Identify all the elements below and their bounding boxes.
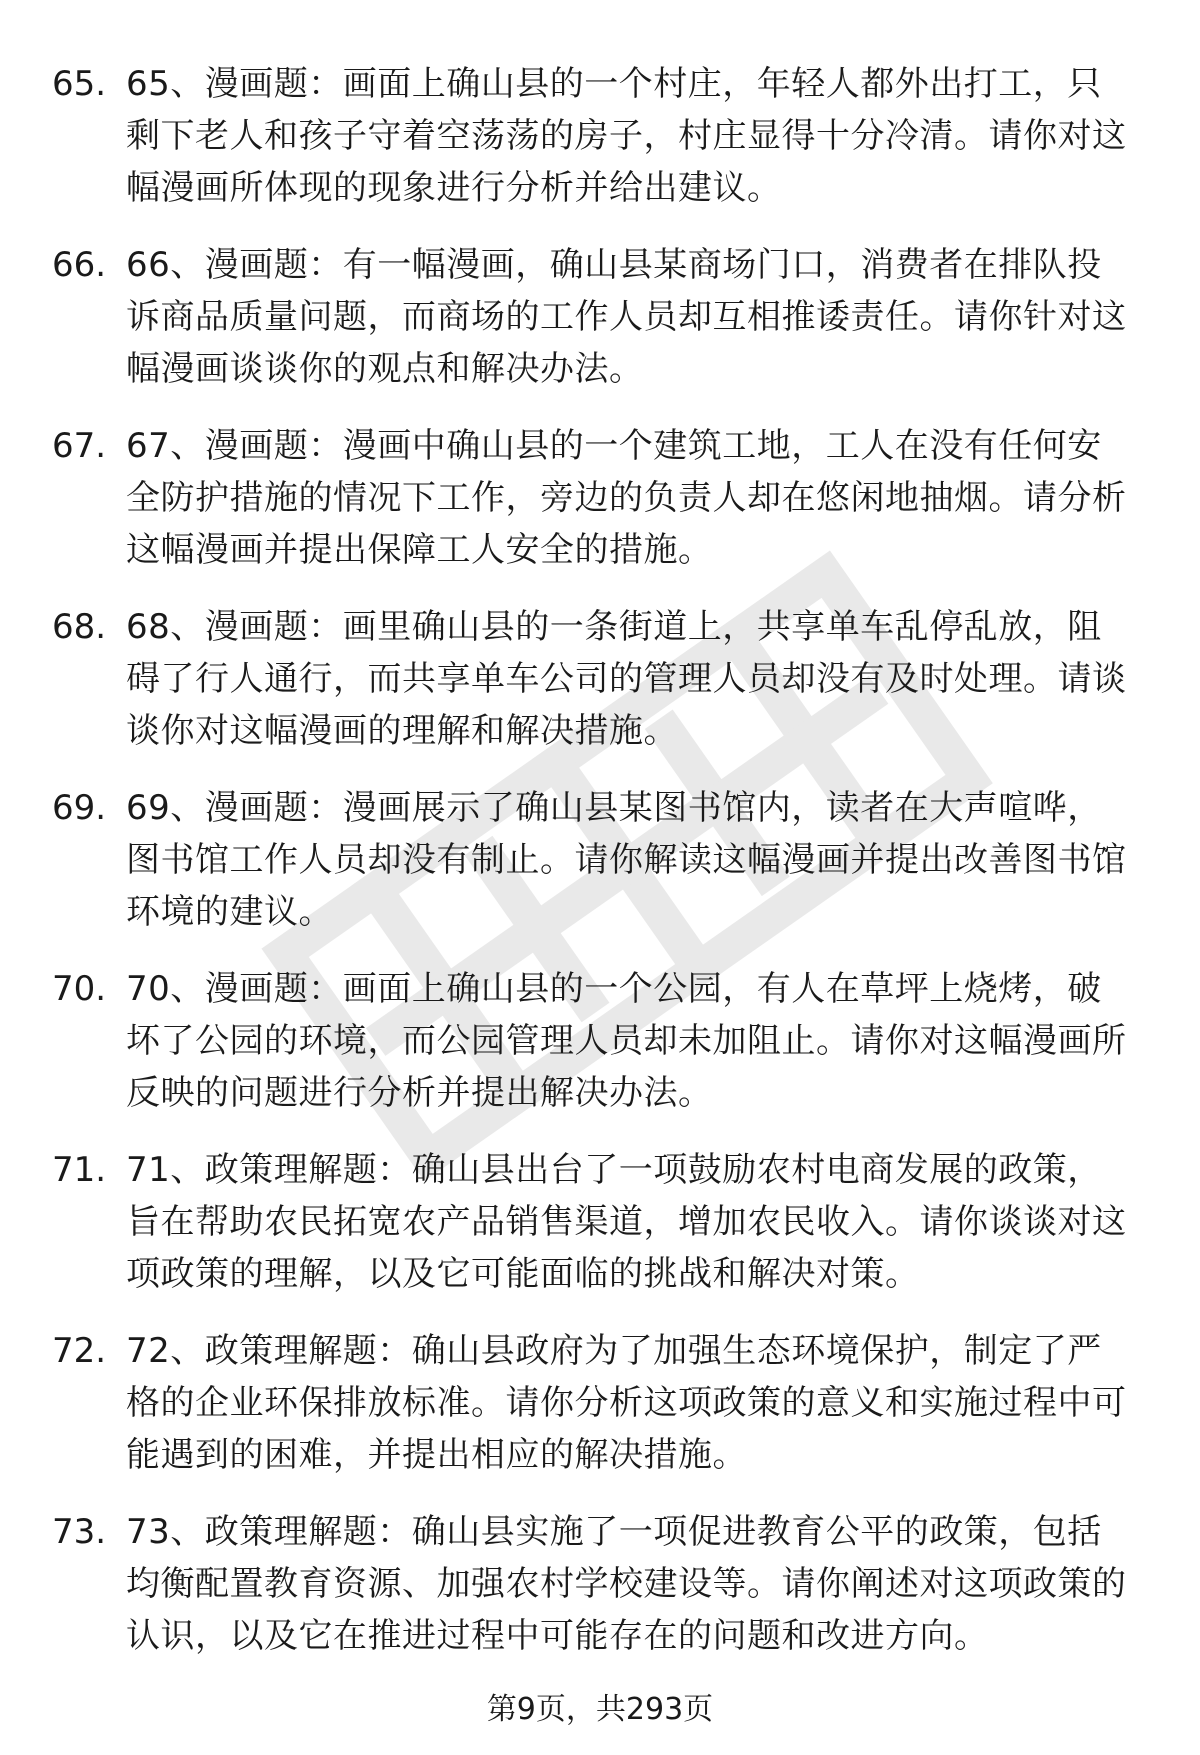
question-number: 73. xyxy=(52,1512,107,1552)
page-footer: 第9页，共293页 xyxy=(486,1692,714,1727)
question-text: 71、政策理解题：确山县出台了一项鼓励农村电商发展的政策，旨在帮助农民拓宽农产品销售渠道，增加农民收入。请你谈谈对这项政策的理解，以及它可能面临的挑战和解决对策。 xyxy=(126,1150,1127,1294)
question-text: 68、漫画题：画里确山县的一条街道上，共享单车乱停乱放，阻碍了行人通行，而共享单车公司的管理人员却没有及时处理。请谈谈你对这幅漫画的理解和解决措施。 xyxy=(126,607,1127,751)
question-list xyxy=(0,58,1200,1687)
question-item xyxy=(0,1506,1200,1687)
question-number: 72. xyxy=(52,1331,107,1371)
question-number: 67. xyxy=(52,426,107,466)
question-number: 65. xyxy=(52,64,107,104)
question-item xyxy=(0,1144,1200,1325)
question-text: 65、漫画题：画面上确山县的一个村庄，年轻人都外出打工，只剩下老人和孩子守着空荡荡的房子，村庄显得十分冷清。请你对这幅漫画所体现的现象进行分析并给出建议。 xyxy=(126,64,1127,208)
question-text: 72、政策理解题：确山县政府为了加强生态环境保护，制定了严格的企业环保排放标准。请你分析这项政策的意义和实施过程中可能遇到的困难，并提出相应的解决措施。 xyxy=(126,1331,1127,1475)
question-item xyxy=(0,420,1200,601)
question-item xyxy=(0,782,1200,963)
question-text: 66、漫画题：有一幅漫画，确山县某商场门口，消费者在排队投诉商品质量问题，而商场的工作人员却互相推诿责任。请你针对这幅漫画谈谈你的观点和解决办法。 xyxy=(126,245,1127,389)
question-text: 70、漫画题：画面上确山县的一个公园，有人在草坪上烧烤，破坏了公园的环境，而公园管理人员却未加阻止。请你对这幅漫画所反映的问题进行分析并提出解决办法。 xyxy=(126,969,1127,1113)
question-number: 68. xyxy=(52,607,107,647)
question-number: 70. xyxy=(52,969,107,1009)
question-item xyxy=(0,963,1200,1144)
question-text: 69、漫画题：漫画展示了确山县某图书馆内，读者在大声喧哗，图书馆工作人员却没有制止。请你解读这幅漫画并提出改善图书馆环境的建议。 xyxy=(126,788,1127,932)
question-number: 66. xyxy=(52,245,107,285)
question-text: 73、政策理解题：确山县实施了一项促进教育公平的政策，包括均衡配置教育资源、加强农村学校建设等。请你阐述对这项政策的认识，以及它在推进过程中可能存在的问题和改进方向。 xyxy=(126,1512,1127,1656)
question-item xyxy=(0,239,1200,420)
question-number: 69. xyxy=(52,788,107,828)
question-item xyxy=(0,601,1200,782)
question-item xyxy=(0,58,1200,239)
question-item xyxy=(0,1325,1200,1506)
question-number: 71. xyxy=(52,1150,107,1190)
question-text: 67、漫画题：漫画中确山县的一个建筑工地，工人在没有任何安全防护措施的情况下工作，旁边的负责人却在悠闲地抽烟。请分析这幅漫画并提出保障工人安全的措施。 xyxy=(126,426,1127,570)
